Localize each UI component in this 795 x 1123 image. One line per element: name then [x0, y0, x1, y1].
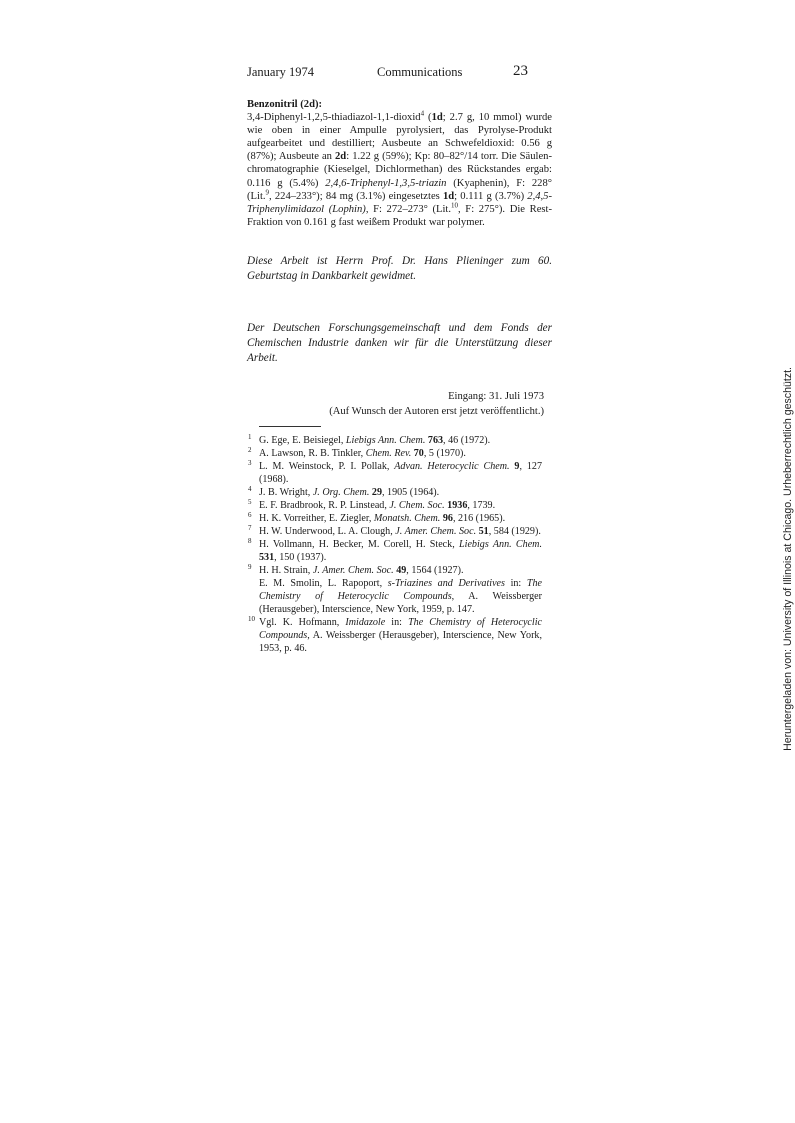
running-header	[247, 65, 552, 81]
citation-run: 1936	[447, 500, 468, 511]
citation-run: , 216 (1965).	[452, 513, 506, 524]
received-note	[247, 389, 544, 419]
reference-citation	[259, 525, 542, 538]
procedure-text-run: , F: 272–273° (Lit.	[365, 203, 452, 215]
acknowledgement: Der Deutschen Forschungsgemeinschaft und dem Fonds der Chemischen Industrie danken wir für die Unterstützung dieser Arbeit.	[247, 322, 552, 364]
citation-run: 9	[514, 461, 520, 472]
citation-run: , 150 (1937).	[274, 552, 327, 563]
citation-run: Monatsh. Chem.	[373, 513, 441, 524]
procedure-text-run: 2d	[335, 151, 347, 163]
citation-run: 51	[478, 526, 489, 537]
reference-item	[248, 485, 542, 499]
procedure-title: Benzonitril (2d):	[247, 99, 323, 110]
citation-run: s-Triazines and Derivatives	[387, 578, 505, 589]
reference-citation	[259, 564, 542, 577]
procedure-text-run: 10	[451, 201, 459, 210]
citation-run: , 584 (1929).	[488, 526, 541, 537]
reference-number: 6	[248, 511, 252, 519]
reference-item	[248, 524, 542, 538]
citation-run: H. Vollmann, H. Becker, M. Corell, H. Steck,	[259, 539, 460, 550]
reference-item	[248, 498, 542, 512]
reference-citation	[259, 577, 542, 616]
citation-run: , 1905 (1964).	[381, 487, 440, 498]
reference-item	[248, 433, 542, 447]
citation-run: 29	[371, 487, 382, 498]
citation-run: , 1739.	[467, 500, 496, 511]
reference-citation	[259, 499, 542, 512]
citation-run: Advan. Heterocyclic Chem.	[394, 461, 510, 472]
citation-run: The Chemistry of Heterocyclic Compounds	[259, 617, 543, 641]
procedure-text-run: : 1.22 g (59%); Kp: 80–82°/14 torr. Die Säulen-chromatographie (Kieselgel, Dichlormethan) des Rückstandes ergab: 0.116 g (5.4%)	[247, 151, 552, 189]
reference-number: 9	[248, 563, 252, 571]
citation-run: G. Ege, E. Beisiegel,	[259, 435, 346, 446]
procedure-text-run: 1d	[431, 112, 443, 124]
procedure-text-run: ; 2.7 g, 10 mmol) wurde wie oben in einer Ampulle pyrolysiert, das Pyrolyse-Produkt aufgearbeitet und destilliert; Ausbeute an Schwefeldioxid: 0.56 g (87%); Ausbeute an	[247, 112, 552, 163]
dedication: Diese Arbeit ist Herrn Prof. Dr. Hans Plieninger zum 60. Geburtstag in Dankbarkeit gewidmet.	[247, 255, 552, 282]
reference-citation	[259, 486, 542, 499]
reference-item	[248, 511, 542, 525]
procedure-text-run: 3,4-Diphenyl-1,2,5-thiadiazol-1,1-dioxid	[247, 112, 421, 124]
citation-run: in:	[385, 617, 409, 628]
citation-run: H. W. Underwood, L. A. Clough,	[259, 526, 396, 537]
experimental-procedure	[247, 98, 552, 229]
citation-run: L. M. Weinstock, P. I. Pollak,	[259, 461, 395, 472]
citation-run: H. H. Strain,	[259, 565, 313, 576]
reference-number: 7	[248, 524, 252, 532]
citation-run: A. Lawson, R. B. Tinkler,	[259, 448, 366, 459]
procedure-text-run: ; 0.111 g (3.7%)	[454, 190, 528, 202]
reference-number: 8	[248, 537, 252, 545]
citation-run: J. Org. Chem.	[312, 487, 370, 498]
procedure-text-run: 9	[265, 188, 270, 197]
citation-run: Chem. Rev.	[365, 448, 412, 459]
reference-number: 10	[248, 615, 255, 623]
procedure-text-run: 4	[420, 109, 425, 118]
citation-run: 763	[427, 435, 444, 446]
reference-list	[248, 433, 543, 655]
citation-run: , 1564 (1927).	[406, 565, 464, 576]
procedure-text-run: 1d	[442, 190, 455, 202]
reference-number: 1	[248, 433, 252, 441]
citation-run: Liebigs Ann. Chem.	[459, 539, 542, 550]
reference-item	[248, 563, 542, 616]
header-date: January 1974	[247, 65, 314, 79]
reference-item	[248, 459, 542, 486]
reference-number: 2	[248, 446, 252, 454]
reference-item	[248, 446, 542, 460]
reference-item	[248, 615, 543, 655]
citation-run: J. Chem. Soc.	[389, 500, 445, 511]
reference-number: 5	[248, 498, 252, 506]
reference-citation	[259, 538, 542, 564]
citation-run: The Chemistry of Heterocyclic Compounds	[259, 578, 542, 602]
citation-run: E. M. Smolin, L. Rapoport,	[259, 578, 388, 589]
procedure-text-run: (	[424, 112, 432, 124]
procedure-body	[247, 111, 552, 229]
procedure-text-run: , 224–233°); 84 mg (3.1%) eingesetztes	[269, 190, 443, 202]
download-watermark: Heruntergeladen von: University of Illinois at Chicago. Urheberrechtlich geschützt.	[782, 367, 794, 751]
citation-run: J. Amer. Chem. Soc.	[312, 565, 394, 576]
received-date: Eingang: 31. Juli 1973	[448, 391, 544, 402]
procedure-text-run: 2,4,6-Triphenyl-1,3,5-triazin	[325, 177, 447, 189]
reference-number: 4	[248, 485, 252, 493]
citation-run: in:	[504, 578, 527, 589]
header-section: Communications	[377, 65, 463, 79]
citation-run: H. K. Vorreither, E. Ziegler,	[259, 513, 374, 524]
publication-note: (Auf Wunsch der Autoren erst jetzt veröffentlicht.)	[329, 406, 544, 417]
reference-citation	[259, 447, 542, 460]
reference-number: 3	[248, 459, 252, 467]
citation-run: 531	[259, 552, 275, 563]
reference-citation	[259, 460, 542, 486]
procedure-text-run: , F: 275°). Die Rest-Fraktion von 0.161 g fast weißem Produkt war polymer.	[247, 203, 552, 228]
citation-run: J. Amer. Chem. Soc.	[395, 526, 477, 537]
procedure-text-run: (Kyaphenin), F: 228° (Lit.	[247, 177, 552, 202]
procedure-text-run: 2,4,5-Triphenylimidazol (Lophin)	[247, 190, 552, 215]
footnote-divider	[259, 426, 321, 427]
citation-run: E. F. Bradbrook, R. P. Linstead,	[259, 500, 390, 511]
citation-run: , 5 (1970).	[423, 448, 466, 459]
reference-citation	[259, 512, 542, 525]
citation-run: J. B. Wright,	[259, 487, 313, 498]
citation-run: 49	[396, 565, 407, 576]
citation-run: , A. Weissberger (Herausgeber), Interscience, New York, 1953, p. 46.	[259, 630, 542, 654]
citation-run: 96	[442, 513, 453, 524]
reference-citation	[259, 616, 542, 655]
citation-run: Liebigs Ann. Chem.	[345, 435, 426, 446]
reference-item	[248, 537, 542, 564]
reference-citation	[259, 434, 542, 447]
citation-run: , A. Weissberger (Herausgeber), Interscience, New York, 1959, p. 147.	[259, 591, 542, 615]
citation-run: , 46 (1972).	[443, 435, 491, 446]
citation-run: Vgl. K. Hofmann,	[259, 617, 346, 628]
page-number: 23	[513, 63, 528, 79]
citation-run: , 127 (1968).	[259, 461, 542, 485]
citation-run: Imidazole	[345, 617, 386, 628]
citation-run: 70	[413, 448, 424, 459]
